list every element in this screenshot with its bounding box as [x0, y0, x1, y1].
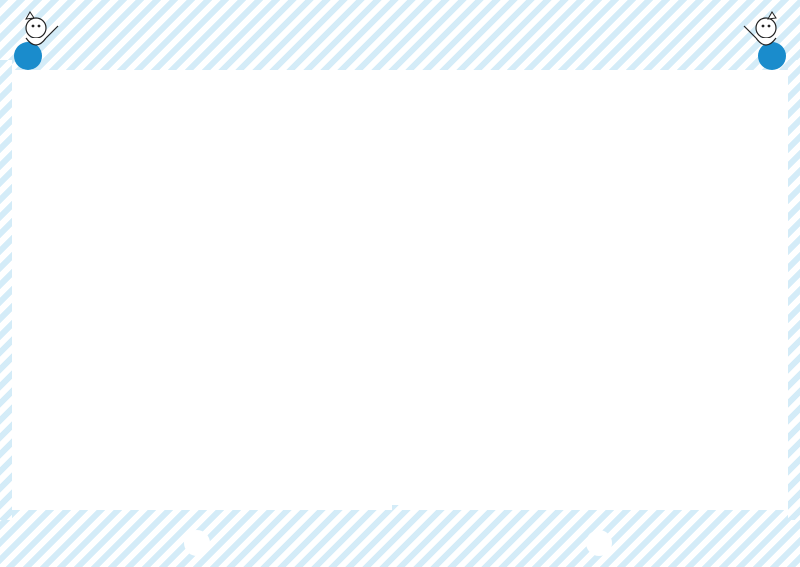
mascot-icon [8, 8, 64, 58]
mascot-icon [738, 8, 794, 58]
right-page-content [400, 70, 788, 510]
page-number [586, 530, 612, 556]
page-number [184, 530, 210, 556]
left-page-content [12, 70, 392, 510]
right-page [400, 0, 800, 567]
